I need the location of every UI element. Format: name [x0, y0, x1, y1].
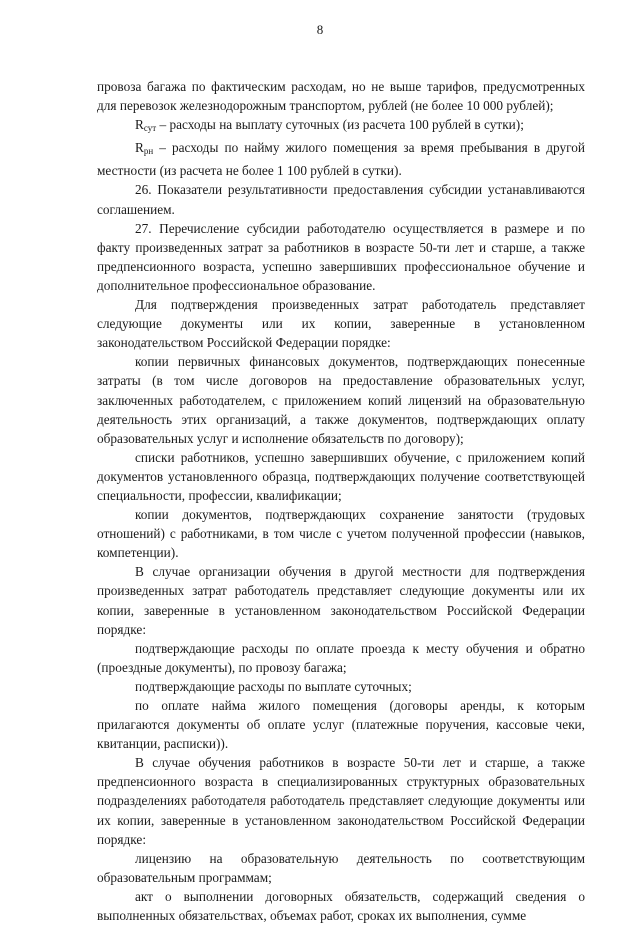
paragraph-other-location-intro: В случае организации обучения в другой местности для подтверждения произведенных затрат работодатель представляет следующие документы или их копии, заверенные в установленном законодательством Российской Федерации порядке:	[97, 564, 585, 637]
list-item-financial-docs: копии первичных финансовых документов, подтверждающих понесенные затраты (в том числе договоров на предоставление образовательных услуг, заключенных работодателем, с приложением копий лицензий на образовательную деятельность этих организаций, а также документов, подтверждающих оплату образовательных услуг и исполнение обязательств по договору);	[97, 354, 585, 446]
list-item-license: лицензию на образовательную деятельность по соответствующим образовательным программам;	[97, 850, 585, 885]
formula-subscript: сут	[143, 123, 157, 134]
list-item-completion-act: акт о выполнении договорных обязательств, содержащий сведения о выполненных обязательствах, объемах работ, сроках их выполнения, сумме	[97, 888, 585, 924]
list-item-employment-docs: копии документов, подтверждающих сохранение занятости (трудовых отношений) с работниками, в том числе с учетом полученной профессии (навыков, компетенции).	[97, 507, 585, 561]
paragraph-confirmation-intro: Для подтверждения произведенных затрат работодатель представляет следующие документы или их копии, заверенные в установленном законодательством Российской Федерации порядке:	[97, 297, 585, 351]
paragraph-baggage: провоза багажа по фактическим расходам, но не выше тарифов, предусмотренных для перевозок железнодорожным транспортом, рублей (не более 10 000 рублей);	[97, 79, 585, 114]
formula-definition: – расходы на выплату суточных (из расчета 100 рублей в сутки);	[156, 117, 524, 133]
paragraph-specialized-units-intro: В случае обучения работников в возрасте 50-ти лет и старше, а также предпенсионного возраста в специализированных структурных образовательных подразделениях работодателя работодатель представляет следующие документы или их копии, заверенные в установленном законодательством Российской Федерации порядке:	[97, 755, 585, 847]
formula-definition: – расходы по найму жилого помещения за время пребывания в другой местности (из расчета не более 1 100 рублей в сутки).	[97, 140, 585, 179]
list-item-daily-allowance: подтверждающие расходы по выплате суточных;	[135, 678, 412, 694]
list-item-housing-rent: по оплате найма жилого помещения (договоры аренды, к которым прилагаются документы об оплате услуг (платежные поручения, кассовые чеки, квитанции, расписки)).	[97, 698, 585, 752]
list-item-travel-expenses: подтверждающие расходы по оплате проезда к месту обучения и обратно (проездные документы), по провозу багажа;	[97, 640, 585, 675]
formula-symbol: R	[135, 140, 144, 156]
page-number: 8	[316, 22, 324, 37]
paragraph-26: 26. Показатели результативности предоставления субсидии устанавливаются соглашением.	[97, 182, 585, 217]
formula-symbol: R	[135, 117, 144, 133]
document-body	[97, 77, 585, 925]
formula-subscript: рн	[143, 146, 154, 157]
list-item-employee-lists: списки работников, успешно завершивших обучение, с приложением копий документов установленного образца, подтверждающих получение соответствующей специальности, профессии, квалификации;	[97, 449, 585, 503]
paragraph-r-rn	[97, 138, 585, 180]
paragraph-27: 27. Перечисление субсидии работодателю осуществляется в размере и по факту произведенных затрат за работников в возрасте 50-ти лет и старше, а также предпенсионного возраста, успешно завершивших профессиональное обучение и дополнительное профессиональное образование.	[97, 220, 585, 293]
paragraph-r-sut	[97, 115, 585, 138]
